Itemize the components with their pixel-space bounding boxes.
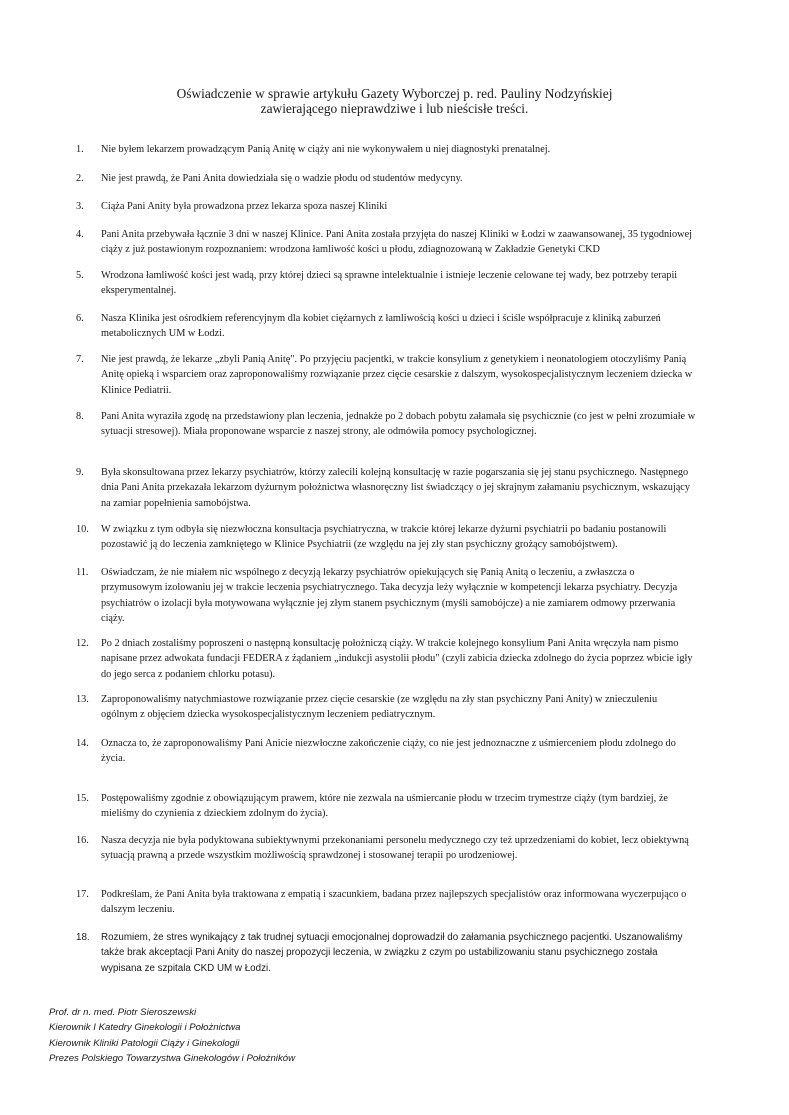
list-item bbox=[76, 465, 696, 511]
item-text: Była skonsultowana przez lekarzy psychiatrów, którzy zalecili kolejną konsultację w razie pogarszania się jej stanu psychicznego. Następnego dnia Pani Anita przekazała lekarzom dyżurnym położnictwa własnoręczny list świadczący o jej skrajnym załamaniu psychicznym, wskazujący na zamiar popełnienia samobójstwa. bbox=[101, 467, 690, 509]
item-text: Oznacza to, że zaproponowaliśmy Pani Anicie niezwłoczne zakończenie ciąży, co nie jest jednoznaczne z uśmierceniem płodu zdolnego do życia. bbox=[101, 738, 676, 765]
list-item bbox=[76, 352, 696, 398]
item-number: 4. bbox=[76, 229, 84, 240]
list-item bbox=[76, 199, 696, 214]
list-item bbox=[76, 692, 696, 723]
item-text: Nasza Klinika jest ośrodkiem referencyjnym dla kobiet ciężarnych z łamliwością kości u dzieci i ściśle współpracuje z kliniką zaburzeń metabolicznych UM w Łodzi. bbox=[101, 313, 661, 340]
list-item bbox=[76, 833, 696, 864]
list-item bbox=[76, 791, 696, 822]
item-text: Postępowaliśmy zgodnie z obowiązującym prawem, które nie zezwala na uśmiercanie płodu w trzecim trymestrze ciąży (tym bardziej, że mieliśmy do czynienia z dzieckiem zdolnym do życia). bbox=[101, 793, 668, 820]
item-text: Ciąża Pani Anity była prowadzona przez lekarza spoza naszej Kliniki bbox=[101, 201, 388, 212]
item-number: 9. bbox=[76, 467, 84, 478]
item-text: Pani Anita wyraziła zgodę na przedstawiony plan leczenia, jednakże po 2 dobach pobytu załamała się psychicznie (co jest w pełni zrozumiałe w sytuacji stresowej). Miała proponowane wsparcie z naszej strony, ale odmówiła pomocy psychologicznej. bbox=[101, 411, 696, 438]
list-item bbox=[76, 636, 696, 682]
item-text: Rozumiem, że stres wynikający z tak trudnej sytuacji emocjonalnej doprowadził do załamania psychicznego pacjentki. Uszanowaliśmy także brak akceptacji Pani Anity do naszej propozycji leczenia, w związku z czym po ustabilizowaniu stanu psychicznego została wypisana ze szpitala CKD UM w Łodzi. bbox=[101, 932, 683, 974]
item-text: Nie jest prawdą, że Pani Anita dowiedziała się o wadzie płodu od studentów medycyny. bbox=[101, 173, 463, 184]
list-item bbox=[76, 268, 696, 299]
signature-name: Prof. dr n. med. Piotr Sieroszewski bbox=[49, 1007, 197, 1018]
item-number: 12. bbox=[76, 638, 89, 649]
list-item bbox=[76, 142, 696, 157]
document-title bbox=[0, 86, 789, 116]
item-number: 14. bbox=[76, 738, 89, 749]
title-line-2: zawierającego nieprawdziwe i lub nieścisłe treści. bbox=[260, 101, 529, 116]
list-item bbox=[76, 522, 696, 553]
item-number: 17. bbox=[76, 889, 89, 900]
signature-block bbox=[49, 1005, 295, 1066]
item-number: 3. bbox=[76, 201, 84, 212]
item-number: 5. bbox=[76, 270, 84, 281]
item-number: 6. bbox=[76, 313, 84, 324]
title-line-1: Oświadczenie w sprawie artykułu Gazety Wyborczej p. red. Pauliny Nodzyńskiej bbox=[176, 86, 613, 101]
item-number: 11. bbox=[76, 567, 89, 578]
signature-title: Prezes Polskiego Towarzystwa Ginekologów i Położników bbox=[49, 1052, 295, 1064]
item-text: Nasza decyzja nie była podyktowana subiektywnymi przekonaniami personelu medycznego czy też uprzedzeniami do kobiet, lecz obiektywną sytuacją prawną a przede wszystkim możliwością sprawdzonej i stosowanej terapii po urodzeniowej. bbox=[101, 835, 689, 862]
item-text: W związku z tym odbyła się niezwłoczna konsultacja psychiatryczna, w trakcie której lekarze dyżurni psychiatrii po badaniu postanowili pozostawić ją do leczenia zamkniętego w Klinice Psychiatrii (ze względu na jej zły stan psychiczny grożący samobójstwem). bbox=[101, 524, 667, 551]
list-item bbox=[76, 227, 696, 258]
item-number: 7. bbox=[76, 354, 84, 365]
list-item bbox=[76, 171, 696, 186]
list-item bbox=[76, 887, 696, 918]
list-item bbox=[76, 311, 696, 342]
item-number: 2. bbox=[76, 173, 84, 184]
item-text: Oświadczam, że nie miałem nic wspólnego z decyzją lekarzy psychiatrów opiekujących się Panią Anitą o leczeniu, a zwłaszcza o przymusowym izolowaniu jej w trakcie leczenia psychiatrycznego. Taka decyzja leży wyłącznie w kompetencji lekarza psychiatry. Decyzja psychiatrów o izolacji była motywowana wyłącznie jej złym stanem psychicznym (myśli samobójcze) a nie zamiarem odmowy przerwania ciąży. bbox=[101, 567, 678, 624]
item-number: 8. bbox=[76, 411, 84, 422]
item-number: 13. bbox=[76, 694, 89, 705]
item-text: Nie byłem lekarzem prowadzącym Panią Anitę w ciąży ani nie wykonywałem u niej diagnostyki prenatalnej. bbox=[101, 144, 551, 155]
list-item bbox=[76, 930, 696, 976]
item-number: 15. bbox=[76, 793, 89, 804]
signature-title: Kierownik Kliniki Patologii Ciąży i Ginekologii bbox=[49, 1037, 240, 1049]
list-item bbox=[76, 565, 696, 626]
item-text: Pani Anita przebywała łącznie 3 dni w naszej Klinice. Pani Anita została przyjęta do naszej Kliniki w Łodzi w zaawansowanej, 35 tygodniowej ciąży z już postawionym rozpoznaniem: wrodzona łamliwość kości u płodu, zdiagnozowaną w Zakładzie Genetyki CKD bbox=[101, 229, 693, 256]
signature-title: Kierownik I Katedry Ginekologii i Położnictwa bbox=[49, 1022, 241, 1034]
item-text: Podkreślam, że Pani Anita była traktowana z empatią i szacunkiem, badana przez najlepszych specjalistów oraz informowana wyczerpująco o dalszym leczeniu. bbox=[101, 889, 687, 916]
item-text: Zaproponowaliśmy natychmiastowe rozwiązanie przez cięcie cesarskie (ze względu na zły stan psychiczny Pani Anity) w znieczuleniu ogólnym z objęciem dziecka wysokospecjalistycznym leczeniem pediatrycznym. bbox=[101, 694, 658, 721]
item-number: 1. bbox=[76, 144, 84, 155]
item-number: 10. bbox=[76, 524, 89, 535]
item-number: 16. bbox=[76, 835, 89, 846]
item-number: 18. bbox=[76, 932, 90, 943]
item-text: Po 2 dniach zostaliśmy poproszeni o następną konsultację położniczą ciąży. W trakcie kolejnego konsylium Pani Anita wręczyła nam pismo napisane przez adwokata fundacji FEDERA z żądaniem „indukcji asystolii płodu" (czyli zabicia dziecka zdolnego do życia poprzez wbicie igły do jego serca z podaniem chlorku potasu). bbox=[101, 638, 693, 680]
item-text: Nie jest prawdą, że lekarze „zbyli Panią Anitę". Po przyjęciu pacjentki, w trakcie konsylium z genetykiem i neonatologiem otoczyliśmy Panią Anitę opieką i wsparciem oraz zaproponowaliśmy rozwiązanie przez cięcie cesarskie z dalszym, wysokospecjalistycznym leczeniem dziecka w Klinice Pediatrii. bbox=[101, 354, 693, 396]
list-item bbox=[76, 409, 696, 440]
list-item bbox=[76, 736, 696, 767]
item-text: Wrodzona łamliwość kości jest wadą, przy której dzieci są sprawne intelektualnie i istnieje leczenie celowane tej wady, bez potrzeby terapii eksperymentalnej. bbox=[101, 270, 678, 297]
